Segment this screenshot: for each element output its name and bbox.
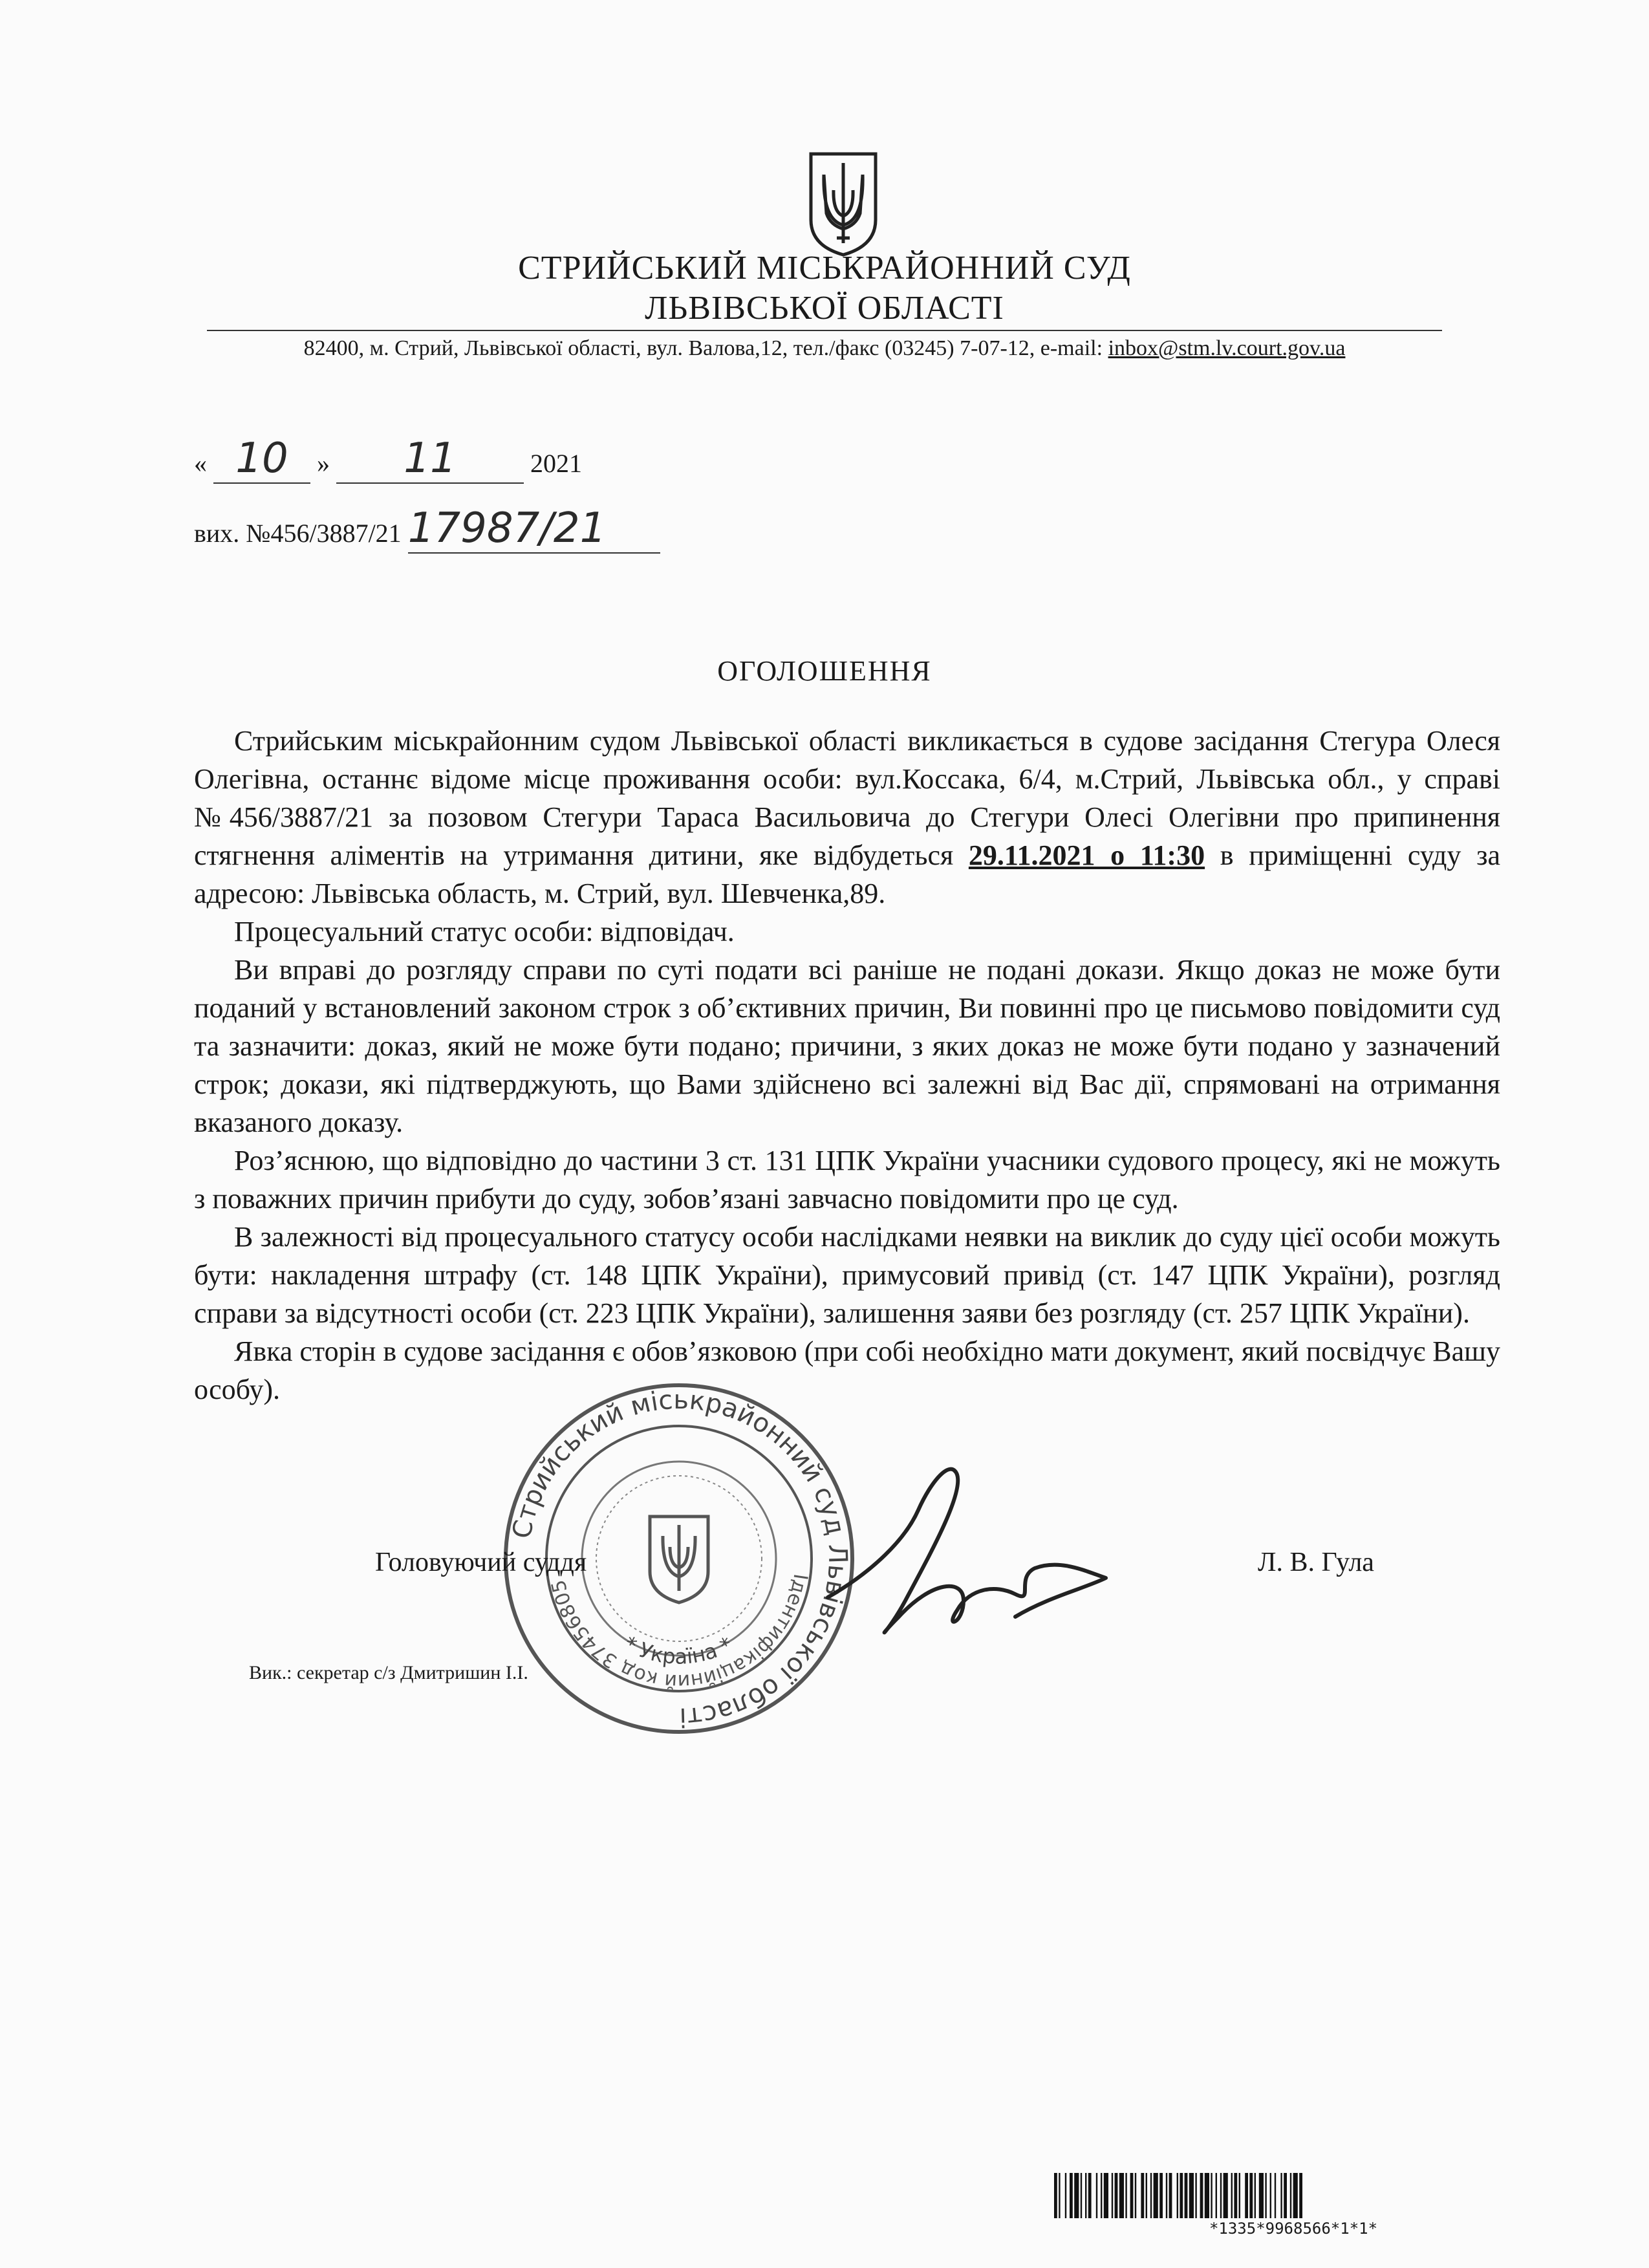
barcode-bar (1249, 2173, 1253, 2218)
barcode-bar (1270, 2173, 1271, 2218)
seal-emblem-icon (650, 1517, 708, 1603)
outgoing-number-handwritten: 17987/21 (408, 504, 660, 554)
barcode-bar (1169, 2173, 1172, 2218)
paragraph-explanation: Роз’яснюю, що відповідно до частини 3 ст. 131 ЦПК України учасники судового процесу, які не можуть з поважних причин прибути до суду, зобов’язані завчасно повідомити про це суд. (194, 1145, 1500, 1215)
barcode-bar (1070, 2173, 1073, 2218)
barcode-bar (1195, 2173, 1196, 2218)
barcode-bar (1293, 2173, 1298, 2218)
court-address-text: 82400, м. Стрий, Львівської області, вул. Валова,12, тел./факс (03245) 7-07-12, e-mail: (303, 336, 1108, 360)
barcode-bar (1205, 2173, 1209, 2218)
barcode-bar (1101, 2173, 1102, 2218)
judge-name: Л. В. Гула (1258, 1548, 1374, 1577)
barcode-bar (1166, 2173, 1167, 2218)
presiding-judge-label: Головуючий суддя (375, 1548, 587, 1577)
date-year: 2021 (530, 449, 582, 478)
barcode-bar (1255, 2173, 1256, 2218)
barcode-bar (1259, 2173, 1264, 2218)
quote-open: « (194, 449, 207, 478)
barcode-bar (1135, 2173, 1136, 2218)
quote-close: » (317, 449, 330, 478)
barcode-bar (1130, 2173, 1134, 2218)
barcode-bar (1125, 2173, 1126, 2218)
outgoing-number-label: вих. №456/3887/21 (194, 519, 402, 548)
paragraph-status: Процесуальний статус особи: відповідач. (234, 916, 735, 947)
barcode-bar (1284, 2173, 1287, 2218)
executor-note: Вик.: секретар с/з Дмитришин І.І. (249, 1662, 528, 1683)
seal-outer-text: Стрийський міськрайонний суд Львівської області (507, 1385, 853, 1733)
seal-bottom-text: * Україна * (620, 1631, 737, 1669)
barcode-bar (1104, 2173, 1108, 2218)
paragraph-evidence: Ви вправі до розгляду справи по суті подати всі раніше не подані докази. Якщо доказ не може бути поданий у встановлений законом строк з об’єктивних причин, Ви повинні про це письмово повідомити суд та зазначити: доказ, який не може бути подано; причини, з яких доказ не може бути подано у зазначений строк; докази, які підтверджують, що Вами здійснено всі залежні від Вас дії, спрямовані на отримання вказаного доказу. (194, 954, 1500, 1138)
barcode-bar (1280, 2173, 1282, 2218)
barcode-bar (1141, 2173, 1144, 2218)
barcode-bar (1185, 2173, 1188, 2218)
barcode-bar (1180, 2173, 1183, 2218)
barcode-bar (1299, 2173, 1302, 2218)
barcode-bar (1239, 2173, 1240, 2218)
barcode-bar (1234, 2173, 1237, 2218)
barcode-bar (1112, 2173, 1113, 2218)
barcode-bar (1216, 2173, 1217, 2218)
document-barcode (1054, 2173, 1533, 2218)
barcode-bar (1159, 2173, 1163, 2218)
court-name-line2: ЛЬВІВСЬКОЇ ОБЛАСТІ (645, 290, 1004, 327)
barcode-bar (1220, 2173, 1222, 2218)
letterhead-divider (207, 330, 1442, 331)
court-name-line1: СТРИЙСЬКИЙ МІСЬКРАЙОННИЙ СУД (518, 250, 1131, 286)
date-day: 10 (213, 435, 310, 484)
seal-inner-text: Ідентифікаційний код 37456805 (547, 1572, 812, 1693)
document-title: ОГОЛОШЕННЯ (717, 655, 932, 687)
handwritten-signature (802, 1449, 1138, 1662)
paragraph-summons (194, 722, 1500, 913)
barcode-bar (1154, 2173, 1158, 2218)
barcode-bar (1081, 2173, 1082, 2218)
paragraph-consequences: В залежності від процесуального статусу особи наслідками неявки на виклик до суду цієї особи можуть бути: накладення штрафу (ст. 148 ЦПК України), примусовий привід (ст. 147 ЦПК України), розгляд справи за відсутності особи (ст. 223 ЦПК України), залишення заяви без розгляду (ст. 257 ЦПК України). (194, 1221, 1500, 1329)
barcode-bar (1211, 2173, 1212, 2218)
barcode-bar (1290, 2173, 1291, 2218)
barcode-bar (1275, 2173, 1276, 2218)
barcode-bar (1265, 2173, 1266, 2218)
dispatch-date (194, 435, 582, 484)
paragraph-attendance: Явка сторін в судове засідання є обов’язковою (при собі необхідно мати документ, який посвідчує Вашу особу). (194, 1335, 1500, 1405)
trident-emblem-icon (804, 149, 882, 257)
court-email-link[interactable]: inbox@stm.lv.court.gov.ua (1108, 336, 1346, 360)
date-month: 11 (336, 435, 524, 484)
barcode-bar (1119, 2173, 1124, 2218)
barcode-bar (1200, 2173, 1203, 2218)
barcode-bar (1074, 2173, 1079, 2218)
barcode-bar (1189, 2173, 1194, 2218)
summons-tail: в приміщенні суду за адресою: Львівська область, м. Стрий, вул. Шевченка,89. (194, 839, 1500, 909)
barcode-bar (1150, 2173, 1152, 2218)
barcode-bar (1146, 2173, 1147, 2218)
barcode-bar (1059, 2173, 1060, 2218)
barcode-bar (1085, 2173, 1086, 2218)
outgoing-number (194, 504, 660, 554)
barcode-bar (1065, 2173, 1066, 2218)
barcode-bar (1245, 2173, 1248, 2218)
barcode-bar (1115, 2173, 1118, 2218)
document-body (194, 722, 1500, 1409)
court-address (0, 336, 1649, 361)
barcode-bar (1096, 2173, 1097, 2218)
hearing-datetime: 29.11.2021 о 11:30 (968, 839, 1205, 871)
summons-text: Стрийським міськрайонним судом Львівської області викликається в судове засідання Стегура Олеся Олегівна, останнє відоме місце проживання особи: вул.Коссака, 6/4, м.Стрий, Львівська обл., у справі №456/3887/21 за позовом Стегури Тараса Васильовича до Стегури Олесі Олегівни про припинення стягнення аліментів на утримання дитини, яке відбудеться (194, 725, 1500, 871)
barcode-bar (1054, 2173, 1057, 2218)
barcode-bar (1231, 2173, 1233, 2218)
barcode-number: *1335*9968566*1*1* (1209, 2219, 1378, 2238)
barcode-bar (1223, 2173, 1228, 2218)
barcode-bar (1177, 2173, 1178, 2218)
barcode-bar (1088, 2173, 1092, 2218)
